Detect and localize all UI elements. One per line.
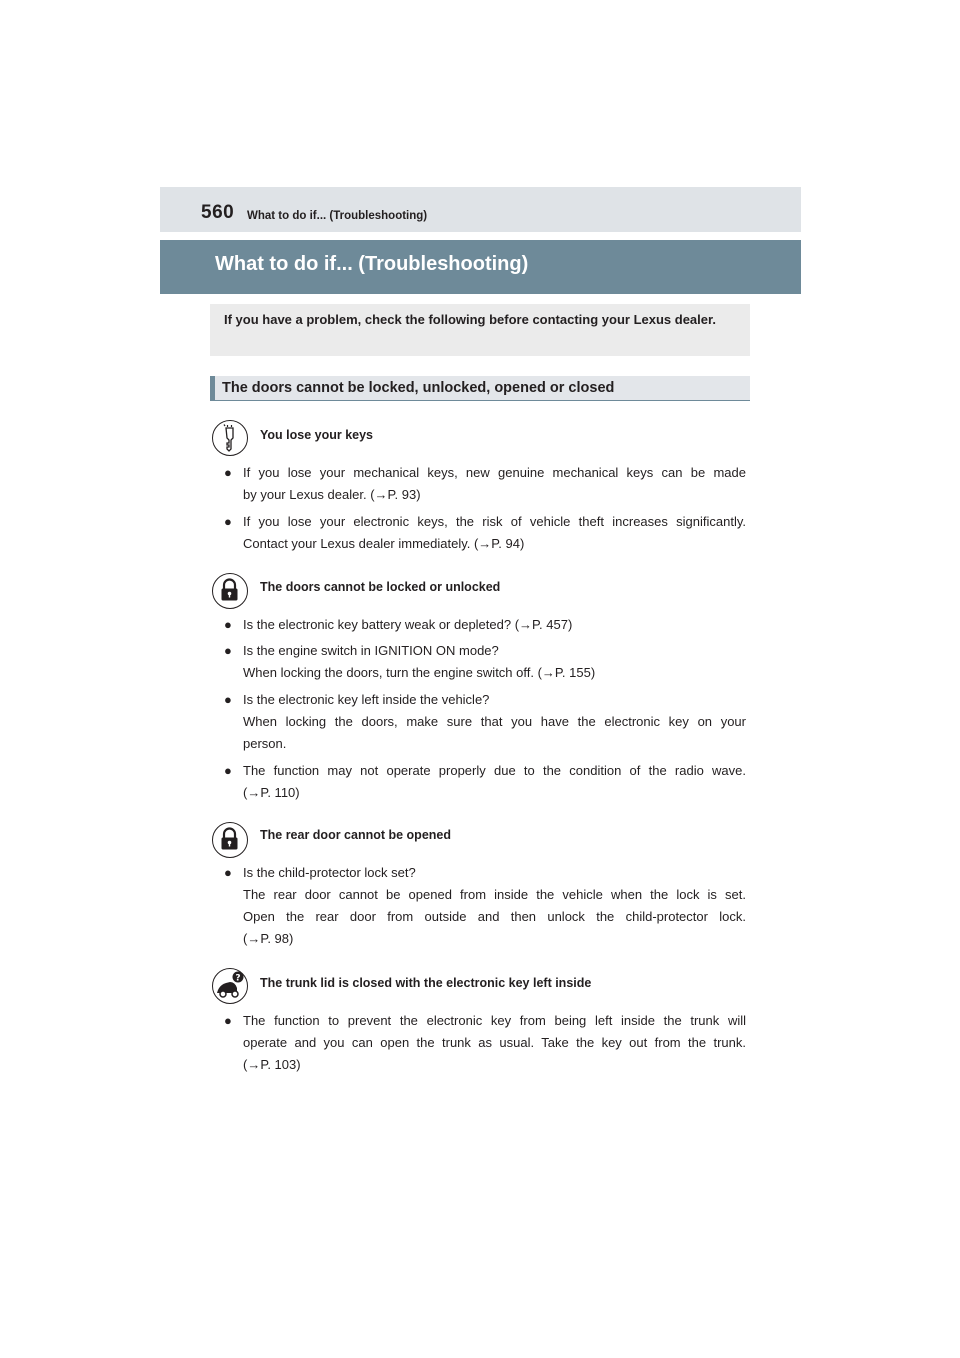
item-heading-rear-door: The rear door cannot be opened [260, 828, 451, 842]
item-heading-cannot-lock: The doors cannot be locked or unlocked [260, 580, 501, 594]
svg-text:?: ? [235, 973, 241, 984]
padlock-icon [212, 573, 248, 609]
bullet-dot: ● [224, 692, 232, 707]
bullet-dot: ● [224, 763, 232, 778]
bullet-dot: ● [224, 643, 232, 658]
car-question-icon [212, 968, 248, 1004]
padlock-icon [212, 822, 248, 858]
item-heading-lose-keys: You lose your keys [260, 428, 374, 442]
intro-text: If you have a problem, check the following before contacting your Lexus dealer. [224, 312, 716, 327]
page-number: 560 [201, 202, 235, 223]
key-icon [212, 420, 248, 456]
bullet-key-left-inside: Is the electronic key left inside the vehicle? When locking the doors, make sure that you have the electronic key on your person. [243, 692, 746, 751]
bullet-trunk-key: The function to prevent the electronic key from being left inside the trunk will operate and you can open the trunk as usual. Take the key out from the trunk. (→P. 103) [243, 1013, 746, 1072]
bullet-dot: ● [224, 465, 232, 480]
bullet-battery-weak: Is the electronic key battery weak or depleted? (→P. 457) [243, 617, 573, 632]
bullet-ignition-on: Is the engine switch in IGNITION ON mode? When locking the doors, turn the engine switch off. (→P. 155) [243, 643, 596, 680]
item-heading-trunk-lid: The trunk lid is closed with the electronic key left inside [260, 976, 592, 990]
page-title: What to do if... (Troubleshooting) [215, 253, 529, 275]
bullet-radio-wave: The function may not operate properly due to the condition of the radio wave. (→P. 110) [243, 763, 746, 800]
bullet-dot: ● [224, 617, 232, 632]
section-title: The doors cannot be locked, unlocked, opened or closed [222, 380, 615, 396]
bullet-mechanical-keys: If you lose your mechanical keys, new genuine mechanical keys can be made by your Lexus dealer. (→P. 93) [243, 465, 746, 502]
bullet-child-protector: Is the child-protector lock set? The rear door cannot be opened from inside the vehicle when the lock is set. Open the rear door from outside and then unlock the child-protector lock. (→P. 98) [243, 865, 746, 946]
bullet-dot: ● [224, 514, 232, 529]
bullet-electronic-keys: If you lose your electronic keys, the risk of vehicle theft increases significantly. Contact your Lexus dealer immediately. (→P. 94) [243, 514, 746, 551]
bullet-dot: ● [224, 865, 232, 880]
bullet-dot: ● [224, 1013, 232, 1028]
running-title: What to do if... (Troubleshooting) [247, 210, 428, 222]
